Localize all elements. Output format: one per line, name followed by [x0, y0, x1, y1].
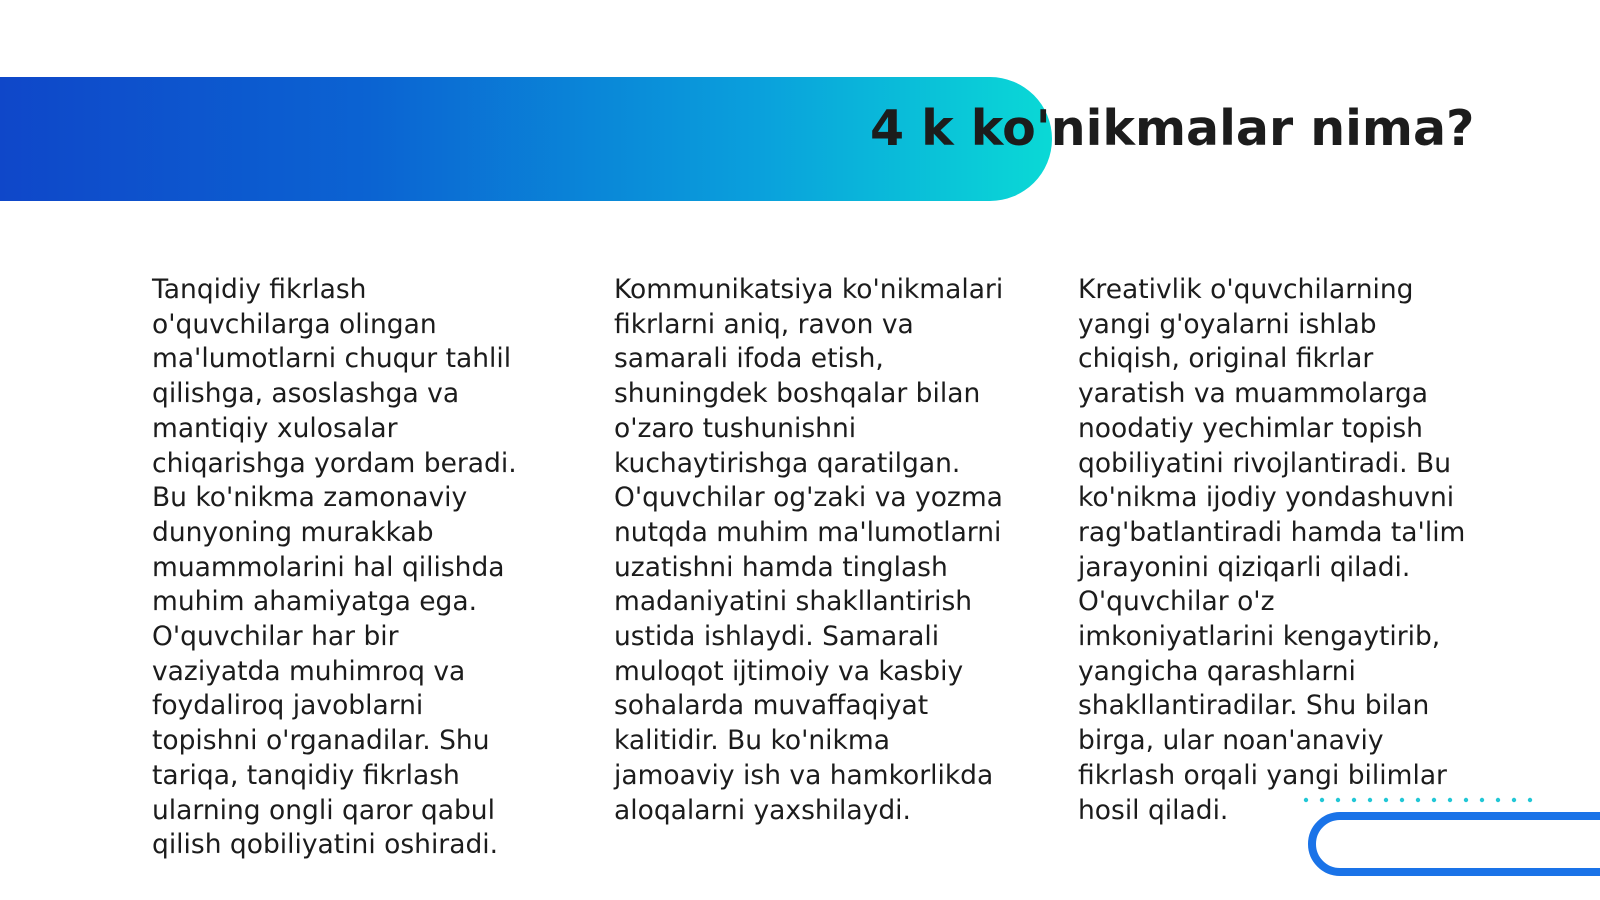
column-communication: Kommunikatsiya ko'nikmalari fikrlarni aniq, ravon va samarali ifoda etish, shuningdek boshqalar bilan o'zaro tushunishni kuchaytirishga qaratilgan. O'quvchilar og'zaki va yozma nutqda muhim ma'lumotlarni uzatishni hamda tinglash madaniyatini shakllantirish ustida ishlaydi. Samarali muloqot ijtimoiy va kasbiy sohalarda muvaffaqiyat kalitidir. Bu ko'nikma jamoaviy ish va hamkorlikda aloqalarni yaxshilaydi.: [614, 274, 1004, 826]
slide-title: 4 k ko'nikmalar nima?: [870, 100, 1475, 157]
decorative-dot-row: [1304, 798, 1532, 802]
decorative-corner-shape: [1300, 790, 1600, 900]
column-critical-thinking: Tanqidiy fikrlash o'quvchilarga olingan ma'lumotlarni chuqur tahlil qilishga, asoslashga va mantiqiy xulosalar chiqarishga yordam beradi. Bu ko'nikma zamonaviy dunyoning murakkab muammolarini hal qilishda muhim ahamiyatga ega. O'quvchilar har bir vaziyatda muhimroq va foydaliroq javoblarni topishni o'rganadilar. Shu tariqa, tanqidiy fikrlash ularning ongli qaror qabul qilish qobiliyatini oshiradi.: [152, 274, 517, 861]
decorative-rounded-outline: [1312, 816, 1600, 872]
column-creativity: Kreativlik o'quvchilarning yangi g'oyalarni ishlab chiqish, original fikrlar yaratish va muammolarga noodatiy yechimlar topish qobiliyatini rivojlantiradi. Bu ko'nikma ijodiy yondashuvni rag'batlantiradi hamda ta'lim jarayonini qiziqarli qiladi. O'quvchilar o'z imkoniyatlarini kengaytirib, yangicha qarashlarni shakllantiradilar. Shu bilan birga, ular noan'anaviy fikrlash orqali yangi bilimlar hosil qiladi.: [1078, 274, 1466, 826]
